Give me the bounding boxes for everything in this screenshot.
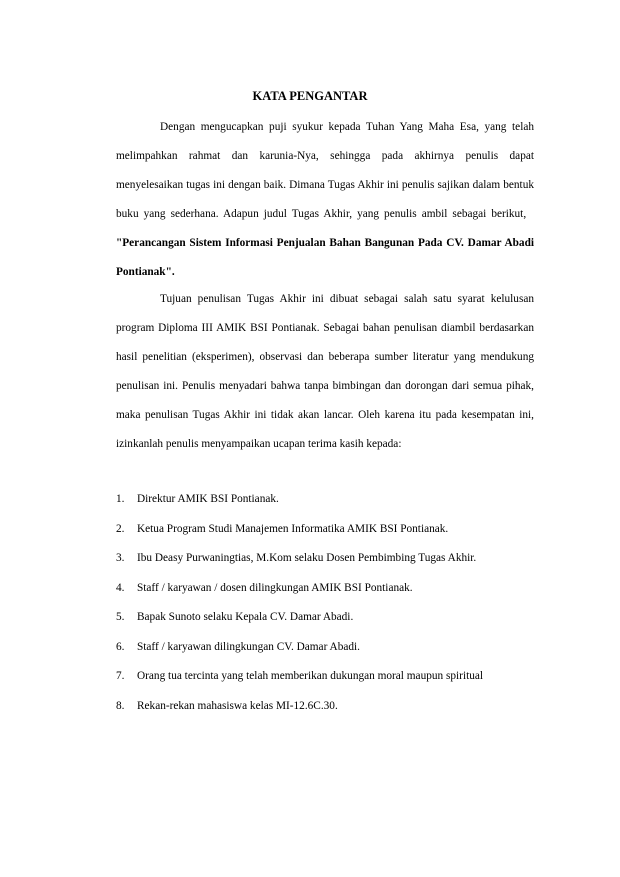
list-item-text: Direktur AMIK BSI Pontianak. — [137, 493, 279, 505]
list-item — [116, 574, 546, 604]
list-item-number: 7. — [116, 670, 125, 682]
list-item-text: Ketua Program Studi Manajemen Informatika AMIK BSI Pontianak. — [137, 522, 449, 535]
list-item-number: 1. — [116, 493, 125, 505]
paragraph-intro-text: Dengan mengucapkan puji syukur kepada Tuhan Yang Maha Esa, yang telah melimpahkan rahmat dan karunia-Nya, sehingga pada akhirnya penulis dapat menyelesaikan tugas ini dengan baik. Dimana Tugas Akhir ini penulis sajikan dalam bentuk buku yang sederhana. Adapun judul Tugas Akhir, yang penulis ambil sebagai berikut, — [116, 121, 534, 220]
paragraph-intro — [116, 113, 534, 287]
list-item-text: Orang tua tercinta yang telah memberikan dukungan moral maupun spiritual — [137, 670, 484, 682]
list-item — [116, 633, 546, 663]
list-item-number: 5. — [116, 611, 125, 623]
paragraph-purpose-text: Tujuan penulisan Tugas Akhir ini dibuat sebagai salah satu syarat kelulusan program Diploma III AMIK BSI Pontianak. Sebagai bahan penulisan diambil berdasarkan hasil penelitian (eksperimen), observasi dan beberapa sumber literatur yang mendukung penulisan ini. Penulis menyadari bahwa tanpa bimbingan dan dorongan dari semua pihak, maka penulisan Tugas Akhir ini tidak akan lancar. Oleh karena itu pada kesempatan ini, izinkanlah penulis menyampaikan ucapan terima kasih kepada: — [116, 293, 534, 450]
thesis-title: "Perancangan Sistem Informasi Penjualan Bahan Bangunan Pada CV. Damar Abadi Pontianak". — [116, 237, 534, 278]
list-item — [116, 662, 546, 692]
list-item-text: Rekan-rekan mahasiswa kelas MI-12.6C.30. — [137, 699, 338, 712]
list-item — [116, 485, 546, 515]
list-item-number: 3. — [116, 552, 125, 564]
list-item-number: 8. — [116, 699, 125, 712]
list-item-number: 4. — [116, 581, 125, 594]
list-item-text: Staff / karyawan / dosen dilingkungan AMIK BSI Pontianak. — [137, 581, 413, 594]
list-item — [116, 603, 546, 633]
list-item-text: Staff / karyawan dilingkungan CV. Damar Abadi. — [137, 640, 360, 653]
paragraph-purpose — [116, 285, 534, 459]
list-item-text: Ibu Deasy Purwaningtias, M.Kom selaku Dosen Pembimbing Tugas Akhir. — [137, 552, 477, 564]
list-item-text: Bapak Sunoto selaku Kepala CV. Damar Abadi. — [137, 611, 354, 623]
list-item — [116, 692, 546, 722]
list-item — [116, 515, 546, 545]
thanks-list — [116, 485, 546, 721]
page-title: KATA PENGANTAR — [252, 89, 368, 103]
list-item-number: 2. — [116, 522, 125, 535]
list-item — [116, 544, 546, 574]
list-item-number: 6. — [116, 640, 125, 653]
